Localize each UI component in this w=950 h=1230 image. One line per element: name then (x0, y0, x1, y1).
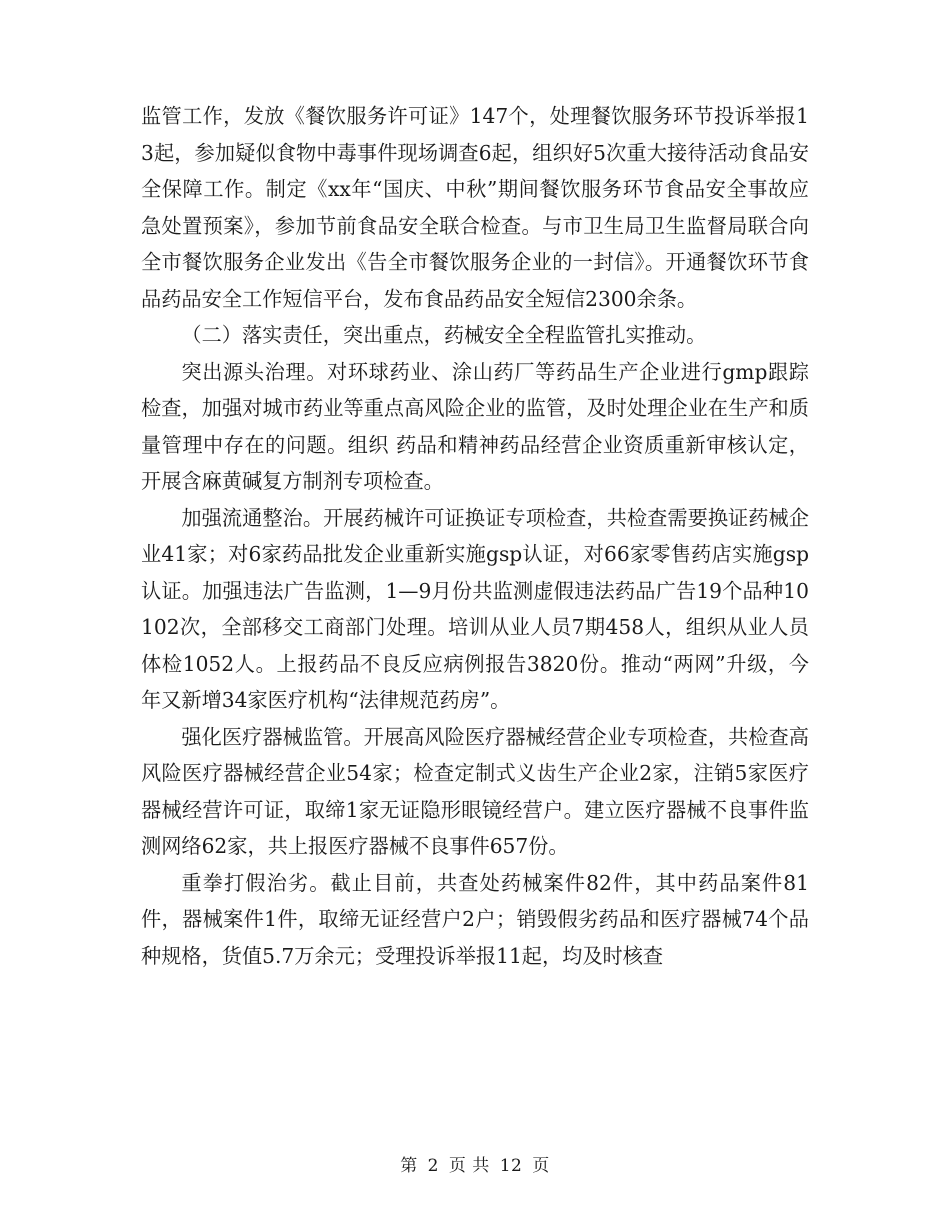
footer-page-number: 2 (427, 1156, 439, 1176)
paragraph-1: 监管工作，发放《餐饮服务许可证》147个，处理餐饮服务环节投诉举报13起，参加疑似食物中毒事件现场调查6起，组织好5次重大接待活动食品安全保障工作。制定《xx年“国庆、中秋”期间餐饮服务环节食品安全事故应急处置预案》，参加节前食品安全联合检查。与市卫生局卫生监督局联合向全市餐饮服务企业发出《告全市餐饮服务企业的一封信》。开通餐饮环节食品药品安全工作短信平台，发布食品药品安全短信2300余条。 (141, 104, 809, 311)
paragraph-6: 重拳打假治劣。截止目前，共查处药械案件82件，其中药品案件81件，器械案件1件，取缔无证经营户2户；销毁假劣药品和医疗器械74个品种规格，货值5.7万余元；受理投诉举报11起，均及时核查 (141, 870, 809, 968)
paragraph-4: 加强流通整治。开展药械许可证换证专项检查，共检查需要换证药械企业41家；对6家药品批发企业重新实施gsp认证，对66家零售药店实施gsp认证。加强违法广告监测，1—9月份共监测虚假违法药品广告19个品种10102次，全部移交工商部门处理。培训从业人员7期458人，组织从业人员体检1052人。上报药品不良反应病例报告3820份。推动“两网”升级，今年又新增34家医疗机构“法律规范药房”。 (141, 505, 809, 712)
paragraph-3: 突出源头治理。对环球药业、涂山药厂等药品生产企业进行gmp跟踪检查，加强对城市药业等重点高风险企业的监管，及时处理企业在生产和质量管理中存在的问题。组织 药品和精神药品经营企业资质重新审核认定，开展含麻黄碱复方制剂专项检查。 (141, 359, 809, 493)
paragraph-2-section-heading: （二）落实责任，突出重点，药械安全全程监管扎实推动。 (181, 323, 707, 347)
footer-suffix: 页 (532, 1156, 550, 1176)
page-footer (0, 1155, 950, 1177)
paragraph-5: 强化医疗器械监管。开展高风险医疗器械经营企业专项检查，共检查高风险医疗器械经营企业54家；检查定制式义齿生产企业2家，注销5家医疗器械经营许可证，取缔1家无证隐形眼镜经营户。建立医疗器械不良事件监测网络62家，共上报医疗器械不良事件657份。 (141, 724, 809, 858)
footer-total-pages: 12 (499, 1156, 523, 1176)
footer-middle: 页 共 (448, 1156, 490, 1176)
document-body (141, 98, 809, 974)
footer-prefix: 第 (400, 1156, 418, 1176)
